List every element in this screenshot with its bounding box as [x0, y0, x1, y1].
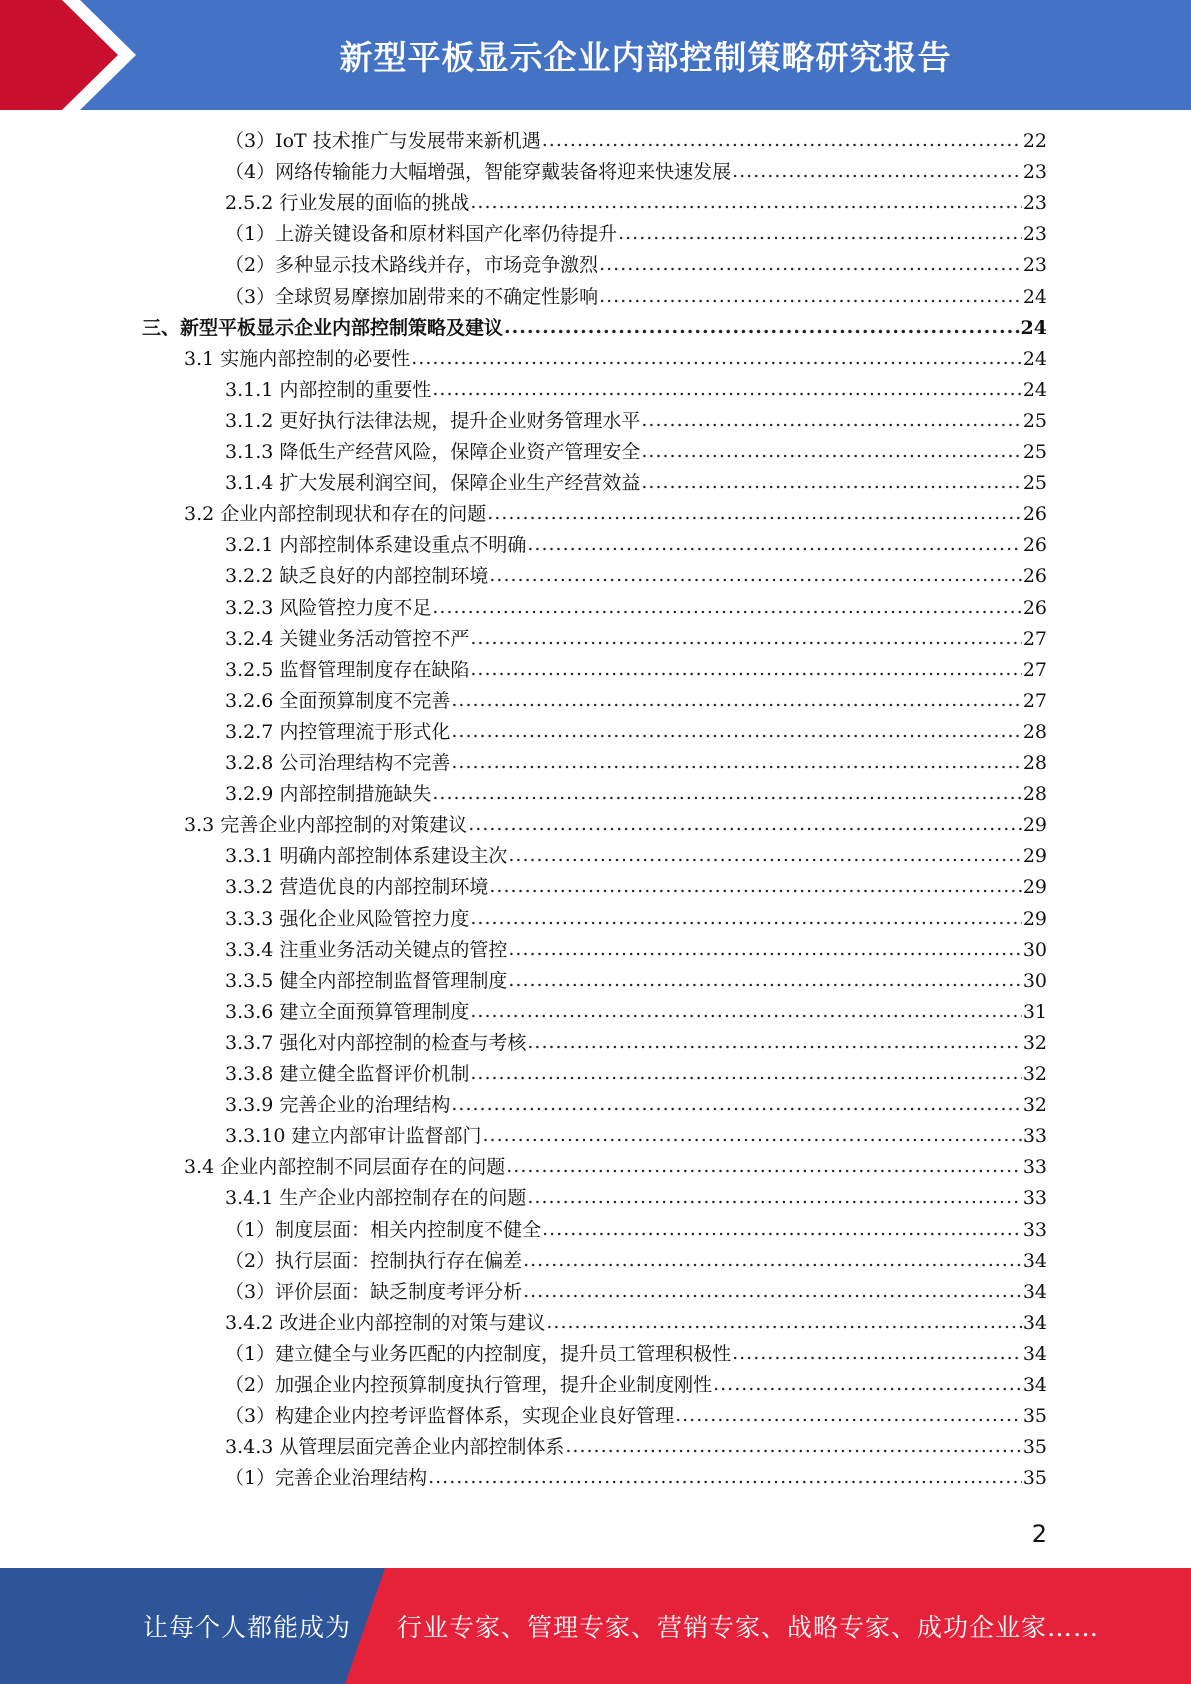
toc-dot-leader [675, 1404, 1022, 1426]
toc-dot-leader [451, 751, 1021, 773]
toc-entry-label: 3.1 实施内部控制的必要性 [184, 347, 411, 370]
toc-entry-page: 28 [1022, 720, 1047, 743]
toc-entry-page: 29 [1022, 876, 1047, 899]
footer-slogan-left: 让每个人都能成为 [143, 1613, 352, 1642]
toc-dot-leader [713, 1373, 1022, 1395]
toc-entry-page: 27 [1022, 658, 1047, 681]
toc-entry[interactable] [225, 593, 1047, 624]
toc-entry-label: 2.5.2 行业发展的面临的挑战 [225, 192, 470, 215]
toc-dot-leader [527, 1186, 1021, 1208]
toc-entry[interactable] [225, 1401, 1047, 1432]
toc-entry-label: （1）建立健全与业务匹配的内控制度，提升员工管理积极性 [225, 1342, 732, 1365]
toc-dot-leader [451, 720, 1021, 742]
red-chevron-decoration [0, 0, 160, 110]
toc-entry-page: 32 [1022, 1031, 1047, 1054]
toc-entry-label: （2）多种显示技术路线并存，市场竞争激烈 [225, 254, 599, 277]
toc-entry[interactable] [225, 935, 1047, 966]
toc-entry-page: 24 [1022, 347, 1047, 370]
page-header-band [0, 0, 1191, 110]
toc-entry[interactable] [225, 468, 1047, 499]
toc-entry[interactable] [225, 250, 1047, 281]
toc-entry-page: 35 [1022, 1405, 1047, 1428]
toc-dot-leader [527, 533, 1021, 555]
toc-entry[interactable] [225, 686, 1047, 717]
toc-entry[interactable] [225, 157, 1047, 188]
toc-entry-label: 3.3.7 强化对内部控制的检查与考核 [225, 1031, 527, 1054]
toc-entry[interactable] [225, 872, 1047, 903]
toc-entry-label: 3.4.2 改进企业内部控制的对策与建议 [225, 1311, 546, 1334]
toc-dot-leader [565, 1435, 1021, 1457]
toc-entry[interactable] [225, 406, 1047, 437]
toc-entry[interactable] [225, 1121, 1047, 1152]
toc-entry-page: 23 [1022, 161, 1047, 184]
toc-entry-page: 30 [1022, 938, 1047, 961]
toc-dot-leader [470, 1000, 1021, 1022]
toc-dot-leader [470, 907, 1021, 929]
toc-entry-label: （3）全球贸易摩擦加剧带来的不确定性影响 [225, 285, 599, 308]
toc-entry-label: 3.3.5 健全内部控制监督管理制度 [225, 969, 508, 992]
toc-entry-label: （1）上游关键设备和原材料国产化率仍待提升 [225, 223, 618, 246]
toc-entry-page: 23 [1022, 192, 1047, 215]
toc-entry-page: 30 [1022, 969, 1047, 992]
toc-entry-label: 3.1.2 更好执行法律法规，提升企业财务管理水平 [225, 409, 641, 432]
footer-slogan-right: 行业专家、管理专家、营销专家、战略专家、成功企业家…… [397, 1613, 1100, 1642]
toc-dot-leader [482, 1124, 1021, 1146]
toc-entry-label: 3.2.8 公司治理结构不完善 [225, 752, 451, 774]
toc-entry-page: 34 [1022, 1342, 1047, 1365]
toc-entry-label: （3）IoT 技术推广与发展带来新机遇 [225, 130, 541, 152]
toc-dot-leader [489, 564, 1021, 586]
toc-dot-leader [641, 409, 1021, 431]
toc-entry-label: 3.4 企业内部控制不同层面存在的问题 [184, 1156, 506, 1179]
toc-entry-page: 23 [1022, 254, 1047, 277]
toc-dot-leader [489, 875, 1021, 897]
toc-entry-page: 25 [1022, 472, 1047, 495]
toc-entry-label: 3.4.3 从管理层面完善企业内部控制体系 [225, 1436, 565, 1459]
toc-entry-label: 3.3.4 注重业务活动关键点的管控 [225, 938, 508, 961]
toc-entry-label: 3.2.5 监督管理制度存在缺陷 [225, 658, 470, 681]
toc-entry[interactable] [184, 344, 1047, 375]
toc-dot-leader [470, 191, 1021, 213]
toc-entry-label: 3.2.7 内控管理流于形式化 [225, 720, 451, 743]
toc-entry-label: （3）评价层面：缺乏制度考评分析 [225, 1280, 523, 1303]
toc-entry-page: 28 [1022, 752, 1047, 774]
toc-entry-page: 26 [1022, 534, 1047, 557]
toc-entry-page: 24 [1020, 316, 1047, 339]
toc-entry-label: 3.1.3 降低生产经营风险，保障企业资产管理安全 [225, 441, 641, 463]
toc-entry-page: 25 [1022, 441, 1047, 463]
toc-dot-leader [451, 1093, 1021, 1115]
toc-entry-page: 27 [1022, 627, 1047, 650]
toc-dot-leader [542, 129, 1022, 151]
toc-dot-leader [432, 378, 1021, 400]
toc-dot-leader [468, 813, 1022, 835]
toc-entry-label: 三、新型平板显示企业内部控制策略及建议 [142, 316, 504, 339]
toc-dot-leader [523, 1280, 1022, 1302]
toc-entry[interactable] [184, 499, 1047, 530]
toc-dot-leader [411, 347, 1022, 369]
toc-entry-page: 33 [1022, 1218, 1047, 1241]
toc-entry[interactable] [225, 1308, 1047, 1339]
toc-entry[interactable] [225, 375, 1047, 406]
toc-dot-leader [470, 658, 1021, 680]
toc-entry[interactable] [225, 904, 1047, 935]
toc-entry[interactable] [225, 1277, 1047, 1308]
toc-entry-label: 3.2.9 内部控制措施缺失 [225, 783, 432, 806]
toc-entry-label: 3.3 完善企业内部控制的对策建议 [184, 814, 468, 837]
toc-entry[interactable] [225, 1028, 1047, 1059]
toc-entry[interactable] [225, 126, 1047, 157]
page-footer-band [0, 1568, 1191, 1684]
toc-entry-page: 29 [1022, 845, 1047, 868]
toc-entry-label: 3.3.9 完善企业的治理结构 [225, 1094, 451, 1117]
toc-entry-label: 3.2.2 缺乏良好的内部控制环境 [225, 565, 489, 588]
toc-entry[interactable] [225, 779, 1047, 810]
toc-entry-page: 24 [1022, 285, 1047, 308]
toc-entry-page: 22 [1022, 130, 1047, 152]
toc-entry[interactable] [225, 1370, 1047, 1401]
toc-entry[interactable] [225, 841, 1047, 872]
toc-entry-page: 31 [1022, 1000, 1047, 1023]
toc-entry-label: 3.3.3 强化企业风险管控力度 [225, 907, 470, 930]
toc-dot-leader [428, 1466, 1022, 1488]
toc-entry-label: 3.1.1 内部控制的重要性 [225, 378, 432, 401]
toc-entry-page: 29 [1022, 814, 1047, 837]
toc-dot-leader [470, 627, 1021, 649]
toc-entry[interactable] [225, 717, 1047, 748]
toc-dot-leader [599, 285, 1022, 307]
toc-entry[interactable] [225, 1059, 1047, 1090]
toc-entry-label: （3）构建企业内控考评监督体系，实现企业良好管理 [225, 1405, 675, 1428]
toc-entry-label: 3.3.6 建立全面预算管理制度 [225, 1000, 470, 1023]
toc-entry-page: 35 [1022, 1467, 1047, 1490]
toc-entry-page: 26 [1022, 596, 1047, 619]
toc-entry-page: 35 [1022, 1436, 1047, 1459]
toc-entry-page: 28 [1022, 783, 1047, 806]
toc-entry-label: 3.2.1 内部控制体系建设重点不明确 [225, 534, 527, 557]
toc-dot-leader [523, 1249, 1022, 1271]
toc-entry-page: 33 [1022, 1125, 1047, 1148]
toc-entry-page: 32 [1022, 1063, 1047, 1085]
toc-dot-leader [432, 596, 1021, 618]
toc-entry[interactable] [225, 1463, 1047, 1494]
toc-entry-page: 26 [1022, 565, 1047, 588]
toc-entry-page: 34 [1022, 1374, 1047, 1396]
toc-entry[interactable] [225, 1183, 1047, 1214]
toc-entry-page: 25 [1022, 409, 1047, 432]
toc-entry-page: 34 [1022, 1249, 1047, 1272]
toc-entry[interactable] [225, 1246, 1047, 1277]
toc-entry-label: 3.2 企业内部控制现状和存在的问题 [184, 503, 487, 526]
toc-entry-label: 3.2.6 全面预算制度不完善 [225, 689, 451, 712]
toc-dot-leader [504, 316, 1020, 338]
toc-entry-label: （1）完善企业治理结构 [225, 1467, 428, 1490]
toc-entry-page: 27 [1022, 689, 1047, 712]
toc-entry[interactable] [225, 282, 1047, 313]
toc-dot-leader [542, 1218, 1022, 1240]
toc-entry[interactable] [225, 1090, 1047, 1121]
toc-dot-leader [527, 1031, 1021, 1053]
toc-dot-leader [732, 1342, 1022, 1364]
toc-entry-page: 33 [1022, 1187, 1047, 1210]
toc-dot-leader [470, 1062, 1021, 1084]
toc-entry-label: （2）加强企业内控预算制度执行管理，提升企业制度刚性 [225, 1374, 713, 1396]
toc-entry[interactable] [225, 655, 1047, 686]
toc-entry-label: 3.3.1 明确内部控制体系建设主次 [225, 845, 508, 868]
toc-dot-leader [641, 471, 1021, 493]
toc-entry[interactable] [225, 748, 1047, 779]
toc-entry[interactable] [184, 1152, 1047, 1183]
toc-dot-leader [506, 1155, 1022, 1177]
toc-dot-leader [451, 689, 1021, 711]
toc-dot-leader [487, 502, 1022, 524]
toc-entry-page: 26 [1022, 503, 1047, 526]
toc-dot-leader [732, 160, 1022, 182]
toc-dot-leader [432, 782, 1021, 804]
toc-entry[interactable] [225, 966, 1047, 997]
toc-entry[interactable] [225, 624, 1047, 655]
toc-dot-leader [508, 844, 1021, 866]
toc-dot-leader [508, 969, 1021, 991]
page-number: 2 [1031, 1520, 1047, 1548]
toc-entry-page: 29 [1022, 907, 1047, 930]
toc-entry-label: 3.1.4 扩大发展利润空间，保障企业生产经营效益 [225, 472, 641, 495]
toc-entry-label: 3.2.3 风险管控力度不足 [225, 596, 432, 619]
toc-entry[interactable] [184, 810, 1047, 841]
report-title: 新型平板显示企业内部控制策略研究报告 [339, 37, 952, 77]
toc-entry[interactable] [225, 1432, 1047, 1463]
toc-entry-page: 34 [1022, 1280, 1047, 1303]
toc-entry-label: （1）制度层面：相关内控制度不健全 [225, 1218, 542, 1241]
toc-entry-label: 3.3.10 建立内部审计监督部门 [225, 1125, 482, 1148]
toc-entry[interactable] [142, 313, 1047, 344]
toc-entry-label: （4）网络传输能力大幅增强，智能穿戴装备将迎来快速发展 [225, 161, 732, 184]
toc-entry-label: 3.3.8 建立健全监督评价机制 [225, 1063, 470, 1085]
toc-entry-label: （2）执行层面：控制执行存在偏差 [225, 1249, 523, 1272]
toc-entry-page: 32 [1022, 1094, 1047, 1117]
toc-entry-page: 33 [1022, 1156, 1047, 1179]
toc-entry-page: 34 [1022, 1311, 1047, 1334]
toc-dot-leader [618, 222, 1022, 244]
toc-entry-label: 3.2.4 关键业务活动管控不严 [225, 627, 470, 650]
toc-entry[interactable] [225, 219, 1047, 250]
toc-entry-page: 24 [1022, 378, 1047, 401]
toc-dot-leader [508, 938, 1021, 960]
toc-dot-leader [546, 1311, 1021, 1333]
toc-entry[interactable] [225, 437, 1047, 468]
toc-entry[interactable] [225, 530, 1047, 561]
toc-dot-leader [599, 253, 1022, 275]
toc-entry-page: 23 [1022, 223, 1047, 246]
toc-entry[interactable] [225, 561, 1047, 592]
toc-dot-leader [641, 440, 1021, 462]
toc-entry-label: 3.3.2 营造优良的内部控制环境 [225, 876, 489, 899]
toc-entry[interactable] [225, 188, 1047, 219]
toc-entry-label: 3.4.1 生产企业内部控制存在的问题 [225, 1187, 527, 1210]
toc-entry[interactable] [225, 1339, 1047, 1370]
toc-entry[interactable] [225, 1215, 1047, 1246]
toc-entry[interactable] [225, 997, 1047, 1028]
